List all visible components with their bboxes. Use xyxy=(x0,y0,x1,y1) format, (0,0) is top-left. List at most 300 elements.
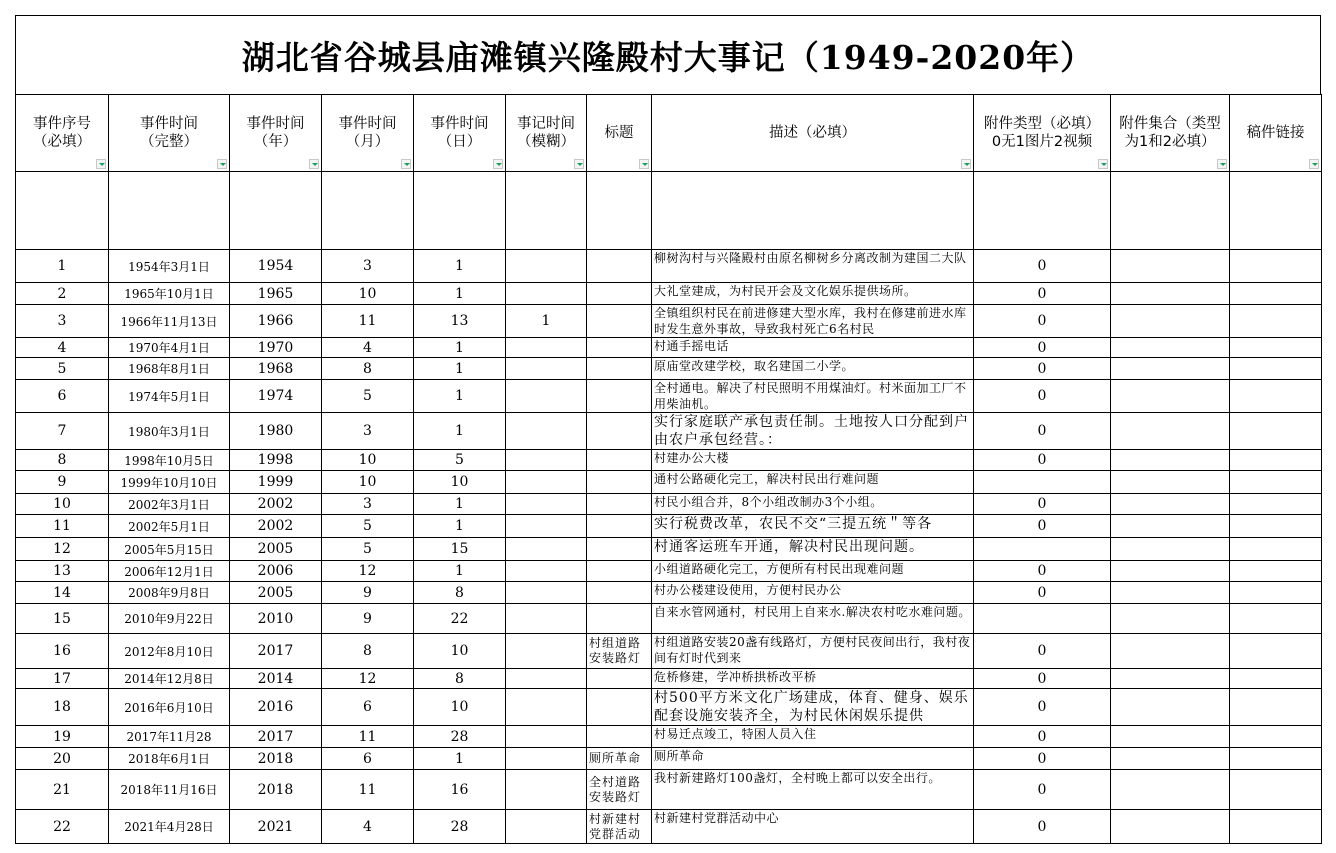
col-header-fuzzy xyxy=(506,95,587,172)
cell-event-title[interactable] xyxy=(587,358,652,380)
cell-event-no[interactable]: 3 xyxy=(16,305,109,338)
table-row xyxy=(16,669,1322,689)
cell-event-fuzzy[interactable] xyxy=(506,604,587,634)
cell-attachments[interactable] xyxy=(1111,450,1230,471)
cell-event-year[interactable]: 1954 xyxy=(230,250,322,283)
cell-event-day[interactable]: 1 xyxy=(414,494,506,515)
cell-event-fuzzy[interactable] xyxy=(506,450,587,471)
header-label: （日） xyxy=(437,134,482,150)
cell-event-title[interactable] xyxy=(587,413,652,450)
cell-event-fuzzy[interactable] xyxy=(506,810,587,844)
cell-event-desc[interactable]: 危桥修建，学冲桥拱桥改平桥 xyxy=(652,669,974,689)
cell-event-year[interactable]: 2005 xyxy=(230,582,322,604)
cell-attachments[interactable] xyxy=(1111,305,1230,338)
cell-attachment-type[interactable]: 0 xyxy=(974,450,1111,471)
filter-dropdown-icon[interactable] xyxy=(574,159,584,169)
header-label: （完整） xyxy=(140,134,198,150)
cell-event-day[interactable]: 13 xyxy=(414,305,506,338)
table-body xyxy=(16,172,1322,844)
cell-event-no[interactable]: 1 xyxy=(16,250,109,283)
cell-link[interactable] xyxy=(1230,450,1322,471)
cell-link[interactable] xyxy=(1230,538,1322,561)
cell-event-no[interactable]: 6 xyxy=(16,380,109,413)
cell-event-date[interactable]: 2002年3月1日 xyxy=(109,494,230,515)
filter-dropdown-icon[interactable] xyxy=(401,159,411,169)
cell-event-desc[interactable]: 小组道路硬化完工，方便所有村民出现难问题 xyxy=(652,561,974,582)
cell-event-date[interactable]: 1998年10月5日 xyxy=(109,450,230,471)
cell-attachment-type[interactable]: 0 xyxy=(974,305,1111,338)
cell-attachment-type[interactable]: 0 xyxy=(974,689,1111,726)
cell-event-day[interactable]: 28 xyxy=(414,726,506,748)
cell-event-fuzzy[interactable]: 1 xyxy=(506,305,587,338)
cell-event-month[interactable]: 10 xyxy=(322,450,414,471)
cell-link[interactable] xyxy=(1230,669,1322,689)
cell-event-date[interactable]: 1954年3月1日 xyxy=(109,250,230,283)
cell-event-year[interactable]: 2014 xyxy=(230,669,322,689)
cell-event-desc[interactable]: 村组道路安装20盏有线路灯，方便村民夜间出行，我村夜间有灯时代到来 xyxy=(652,634,974,669)
cell-event-day[interactable]: 1 xyxy=(414,515,506,538)
cell-attachments[interactable] xyxy=(1111,494,1230,515)
table-row xyxy=(16,494,1322,515)
cell-event-no[interactable]: 21 xyxy=(16,770,109,810)
cell-event-date[interactable]: 2014年12月8日 xyxy=(109,669,230,689)
cell-event-desc[interactable]: 村500平方米文化广场建成，体育、健身、娱乐配套设施安装齐全，为村民休闲娱乐提供 xyxy=(652,689,974,726)
cell-event-fuzzy[interactable] xyxy=(506,561,587,582)
cell-event-no[interactable]: 2 xyxy=(16,283,109,305)
cell-event-date[interactable]: 2018年11月16日 xyxy=(109,770,230,810)
filter-dropdown-icon[interactable] xyxy=(639,159,649,169)
cell-event-day[interactable]: 5 xyxy=(414,450,506,471)
table-row xyxy=(16,582,1322,604)
col-header-link xyxy=(1230,95,1322,172)
cell-event-desc[interactable]: 村通客运班车开通，解决村民出现问题。 xyxy=(652,538,974,561)
cell-event-title[interactable] xyxy=(587,669,652,689)
cell-event-month[interactable]: 11 xyxy=(322,770,414,810)
cell-event-fuzzy[interactable] xyxy=(506,515,587,538)
table-row xyxy=(16,770,1322,810)
cell-event-no[interactable]: 4 xyxy=(16,338,109,358)
cell-event-date[interactable]: 1974年5月1日 xyxy=(109,380,230,413)
cell-event-desc[interactable]: 通村公路硬化完工，解决村民出行难问题 xyxy=(652,471,974,494)
cell-attachment-type[interactable]: 0 xyxy=(974,413,1111,450)
table-row xyxy=(16,450,1322,471)
table-row xyxy=(16,515,1322,538)
cell-event-year[interactable]: 1966 xyxy=(230,305,322,338)
col-header-day xyxy=(414,95,506,172)
cell-attachments[interactable] xyxy=(1111,582,1230,604)
cell-link[interactable] xyxy=(1230,726,1322,748)
cell-event-title[interactable] xyxy=(587,305,652,338)
cell-event-no[interactable]: 16 xyxy=(16,634,109,669)
cell-event-title[interactable] xyxy=(587,604,652,634)
cell-attachment-type[interactable]: 0 xyxy=(974,634,1111,669)
cell-event-desc[interactable]: 村民小组合并，8个小组改制办3个小组。 xyxy=(652,494,974,515)
cell-event-date[interactable]: 1968年8月1日 xyxy=(109,358,230,380)
cell-event-year[interactable]: 1965 xyxy=(230,283,322,305)
cell-attachment-type[interactable]: 0 xyxy=(974,338,1111,358)
cell-event-title[interactable]: 全村道路安装路灯 xyxy=(587,770,652,810)
cell-attachments[interactable] xyxy=(1111,358,1230,380)
cell-event-year[interactable]: 1970 xyxy=(230,338,322,358)
cell-event-date[interactable]: 2008年9月8日 xyxy=(109,582,230,604)
cell-event-fuzzy[interactable] xyxy=(506,770,587,810)
cell-attachments[interactable] xyxy=(1111,250,1230,283)
cell-event-no[interactable]: 12 xyxy=(16,538,109,561)
cell-link[interactable] xyxy=(1230,338,1322,358)
cell-event-desc[interactable]: 大礼堂建成，为村民开会及文化娱乐提供场所。 xyxy=(652,283,974,305)
cell-event-year[interactable]: 2016 xyxy=(230,689,322,726)
cell-event-no[interactable]: 13 xyxy=(16,561,109,582)
cell-event-month[interactable]: 4 xyxy=(322,338,414,358)
cell-event-day[interactable]: 1 xyxy=(414,413,506,450)
table-row xyxy=(16,250,1322,283)
cell-event-fuzzy[interactable] xyxy=(506,283,587,305)
filter-dropdown-icon[interactable] xyxy=(309,159,319,169)
cell-attachments[interactable] xyxy=(1111,380,1230,413)
cell-event-desc[interactable]: 实行税费改革，农民不交“三提五统＂等各 xyxy=(652,515,974,538)
cell-event-year[interactable]: 2021 xyxy=(230,810,322,844)
cell-event-date[interactable]: 2005年5月15日 xyxy=(109,538,230,561)
sheet-title: 湖北省谷城县庙滩镇兴隆殿村大事记（1949-2020年） xyxy=(15,15,1321,94)
cell-event-day[interactable]: 1 xyxy=(414,338,506,358)
table-row xyxy=(16,726,1322,748)
cell-event-day[interactable]: 16 xyxy=(414,770,506,810)
col-header-desc xyxy=(652,95,974,172)
cell-event-month[interactable]: 11 xyxy=(322,726,414,748)
cell-attachment-type[interactable]: 0 xyxy=(974,561,1111,582)
events-table xyxy=(15,94,1322,844)
header-label: （月） xyxy=(345,134,390,150)
cell-event-date[interactable]: 2010年9月22日 xyxy=(109,604,230,634)
cell-event-title[interactable] xyxy=(587,338,652,358)
col-header-date xyxy=(109,95,230,172)
cell-event-title[interactable] xyxy=(587,450,652,471)
cell-event-date[interactable]: 2006年12月1日 xyxy=(109,561,230,582)
cell-event-date[interactable]: 2012年8月10日 xyxy=(109,634,230,669)
cell-event-year[interactable]: 1980 xyxy=(230,413,322,450)
cell-link[interactable] xyxy=(1230,494,1322,515)
cell-attachments[interactable] xyxy=(1111,561,1230,582)
cell-attachments[interactable] xyxy=(1111,669,1230,689)
col-header-attachment-type xyxy=(974,95,1111,172)
cell-event-day[interactable]: 1 xyxy=(414,380,506,413)
cell-event-month[interactable]: 4 xyxy=(322,810,414,844)
cell-link[interactable] xyxy=(1230,604,1322,634)
cell-event-day[interactable]: 22 xyxy=(414,604,506,634)
cell-event-month[interactable]: 3 xyxy=(322,250,414,283)
cell-attachments[interactable] xyxy=(1111,515,1230,538)
table-row xyxy=(16,305,1322,338)
cell-event-year[interactable]: 2002 xyxy=(230,515,322,538)
cell-link[interactable] xyxy=(1230,515,1322,538)
cell-event-desc[interactable]: 村新建村党群活动中心 xyxy=(652,810,974,844)
cell-event-title[interactable] xyxy=(587,538,652,561)
cell-attachment-type[interactable]: 0 xyxy=(974,770,1111,810)
cell-attachments[interactable] xyxy=(1111,726,1230,748)
cell-event-desc[interactable]: 我村新建路灯100盏灯，全村晚上都可以安全出行。 xyxy=(652,770,974,810)
cell-event-month[interactable]: 11 xyxy=(322,305,414,338)
cell-attachment-type[interactable]: 0 xyxy=(974,748,1111,770)
cell-event-fuzzy[interactable] xyxy=(506,494,587,515)
cell-attachment-type[interactable]: 0 xyxy=(974,669,1111,689)
table-row xyxy=(16,538,1322,561)
cell-attachments[interactable] xyxy=(1111,689,1230,726)
cell-event-month[interactable]: 12 xyxy=(322,669,414,689)
cell-attachment-type[interactable]: 0 xyxy=(974,358,1111,380)
cell-event-title[interactable] xyxy=(587,494,652,515)
cell-attachment-type[interactable]: 0 xyxy=(974,726,1111,748)
cell-link[interactable] xyxy=(1230,689,1322,726)
cell-event-no[interactable]: 10 xyxy=(16,494,109,515)
cell-event-date[interactable]: 2016年6月10日 xyxy=(109,689,230,726)
cell-event-no[interactable]: 18 xyxy=(16,689,109,726)
cell-event-no[interactable]: 5 xyxy=(16,358,109,380)
cell-event-title[interactable] xyxy=(587,250,652,283)
table-row xyxy=(16,338,1322,358)
col-header-no xyxy=(16,95,109,172)
cell-attachment-type[interactable]: 0 xyxy=(974,283,1111,305)
cell-attachments[interactable] xyxy=(1111,413,1230,450)
cell-event-desc[interactable]: 柳树沟村与兴隆殿村由原名柳树乡分离改制为建国二大队 xyxy=(652,250,974,283)
cell-event-month[interactable]: 5 xyxy=(322,538,414,561)
cell-attachment-type[interactable]: 0 xyxy=(974,494,1111,515)
cell-event-month[interactable]: 9 xyxy=(322,604,414,634)
cell-event-title[interactable]: 村组道路安装路灯 xyxy=(587,634,652,669)
cell-event-no[interactable]: 14 xyxy=(16,582,109,604)
header-label: 0无1图片2视频 xyxy=(991,134,1093,150)
cell-event-date[interactable]: 2018年6月1日 xyxy=(109,748,230,770)
cell-event-day[interactable]: 8 xyxy=(414,582,506,604)
cell-attachments[interactable] xyxy=(1111,770,1230,810)
cell-event-date[interactable]: 1965年10月1日 xyxy=(109,283,230,305)
filter-dropdown-icon[interactable] xyxy=(217,159,227,169)
cell-event-date[interactable]: 2021年4月28日 xyxy=(109,810,230,844)
cell-attachment-type[interactable] xyxy=(974,538,1111,561)
cell-event-fuzzy[interactable] xyxy=(506,380,587,413)
cell-attachments[interactable] xyxy=(1111,471,1230,494)
cell-event-desc[interactable]: 全村通电。解决了村民照明不用煤油灯。村米面加工厂不用柴油机。 xyxy=(652,380,974,413)
cell-attachments[interactable] xyxy=(1111,283,1230,305)
cell-event-desc[interactable]: 村建办公大楼 xyxy=(652,450,974,471)
cell-event-year[interactable]: 2005 xyxy=(230,538,322,561)
cell-link[interactable] xyxy=(1230,471,1322,494)
cell-event-month[interactable]: 5 xyxy=(322,515,414,538)
cell-event-date[interactable]: 1980年3月1日 xyxy=(109,413,230,450)
header-label: 事件时间 xyxy=(140,116,198,132)
cell-event-fuzzy[interactable] xyxy=(506,669,587,689)
cell-event-fuzzy[interactable] xyxy=(506,413,587,450)
filter-dropdown-icon[interactable] xyxy=(961,159,971,169)
cell-attachments[interactable] xyxy=(1111,604,1230,634)
header-label: （必填） xyxy=(33,134,91,150)
cell-link[interactable] xyxy=(1230,582,1322,604)
cell-event-day[interactable]: 10 xyxy=(414,634,506,669)
cell-event-date[interactable]: 1999年10月10日 xyxy=(109,471,230,494)
cell-event-year[interactable]: 2017 xyxy=(230,726,322,748)
cell-event-desc[interactable]: 村易迁点竣工，特困人员入住 xyxy=(652,726,974,748)
cell-event-no[interactable]: 8 xyxy=(16,450,109,471)
table-row xyxy=(16,748,1322,770)
header-label: 描述（必填） xyxy=(769,125,856,141)
cell-link[interactable] xyxy=(1230,358,1322,380)
cell-event-month[interactable]: 3 xyxy=(322,413,414,450)
cell-event-month[interactable]: 8 xyxy=(322,358,414,380)
header-label: 稿件链接 xyxy=(1246,125,1305,141)
cell-event-day[interactable]: 28 xyxy=(414,810,506,844)
cell-event-no[interactable]: 19 xyxy=(16,726,109,748)
cell-event-date[interactable]: 2002年5月1日 xyxy=(109,515,230,538)
cell-event-year[interactable]: 2002 xyxy=(230,494,322,515)
cell-event-month[interactable]: 10 xyxy=(322,283,414,305)
cell-event-fuzzy[interactable] xyxy=(506,538,587,561)
cell-event-title[interactable] xyxy=(587,380,652,413)
cell-event-fuzzy[interactable] xyxy=(506,338,587,358)
cell-event-month[interactable]: 6 xyxy=(322,689,414,726)
cell-link[interactable] xyxy=(1230,770,1322,810)
cell-event-no[interactable]: 7 xyxy=(16,413,109,450)
filter-dropdown-icon[interactable] xyxy=(1217,159,1227,169)
cell-attachments[interactable] xyxy=(1111,748,1230,770)
cell-event-day[interactable]: 10 xyxy=(414,471,506,494)
cell-event-no[interactable]: 20 xyxy=(16,748,109,770)
cell-event-day[interactable]: 1 xyxy=(414,283,506,305)
table-row xyxy=(16,810,1322,844)
cell-attachments[interactable] xyxy=(1111,538,1230,561)
cell-event-fuzzy[interactable] xyxy=(506,634,587,669)
header-row xyxy=(16,95,1322,172)
cell-event-no[interactable]: 15 xyxy=(16,604,109,634)
cell-event-no[interactable]: 11 xyxy=(16,515,109,538)
cell-event-month[interactable]: 9 xyxy=(322,582,414,604)
cell-event-month[interactable]: 6 xyxy=(322,748,414,770)
table-row xyxy=(16,689,1322,726)
filter-dropdown-icon[interactable] xyxy=(493,159,503,169)
cell-event-year[interactable]: 2018 xyxy=(230,748,322,770)
cell-event-fuzzy[interactable] xyxy=(506,748,587,770)
cell-event-title[interactable] xyxy=(587,471,652,494)
cell-event-fuzzy[interactable] xyxy=(506,726,587,748)
filter-dropdown-icon[interactable] xyxy=(1098,159,1108,169)
cell-event-year[interactable]: 1998 xyxy=(230,450,322,471)
cell-event-day[interactable]: 1 xyxy=(414,250,506,283)
cell-event-day[interactable]: 15 xyxy=(414,538,506,561)
cell-event-title[interactable] xyxy=(587,515,652,538)
col-header-year xyxy=(230,95,322,172)
cell-event-no[interactable]: 9 xyxy=(16,471,109,494)
cell-link[interactable] xyxy=(1230,413,1322,450)
cell-event-day[interactable]: 1 xyxy=(414,561,506,582)
header-label: 为1和2必填） xyxy=(1124,134,1216,150)
cell-event-year[interactable]: 2017 xyxy=(230,634,322,669)
header-label: （年） xyxy=(253,134,298,150)
cell-event-desc[interactable]: 原庙堂改建学校，取名建国二小学。 xyxy=(652,358,974,380)
cell-event-year[interactable]: 2018 xyxy=(230,770,322,810)
cell-event-desc[interactable]: 自来水管网通村，村民用上自来水.解决农村吃水难问题。 xyxy=(652,604,974,634)
cell-event-title[interactable]: 厕所革命 xyxy=(587,748,652,770)
filter-dropdown-icon[interactable] xyxy=(1309,159,1319,169)
cell-event-date[interactable]: 1966年11月13日 xyxy=(109,305,230,338)
cell-event-title[interactable] xyxy=(587,689,652,726)
header-label: 附件类型（必填） xyxy=(984,116,1100,132)
cell-attachment-type[interactable]: 0 xyxy=(974,380,1111,413)
cell-event-month[interactable]: 3 xyxy=(322,494,414,515)
header-label: （模糊） xyxy=(517,134,575,150)
cell-event-desc[interactable]: 实行家庭联产承包责任制。土地按人口分配到户由农户承包经营。： xyxy=(652,413,974,450)
cell-link[interactable] xyxy=(1230,283,1322,305)
cell-event-month[interactable]: 12 xyxy=(322,561,414,582)
cell-attachment-type[interactable] xyxy=(974,471,1111,494)
cell-event-month[interactable]: 5 xyxy=(322,380,414,413)
cell-event-date[interactable]: 1970年4月1日 xyxy=(109,338,230,358)
cell-attachment-type[interactable]: 0 xyxy=(974,810,1111,844)
table-row xyxy=(16,634,1322,669)
cell-event-month[interactable]: 8 xyxy=(322,634,414,669)
header-label: 事件时间 xyxy=(338,116,397,132)
cell-event-day[interactable]: 8 xyxy=(414,669,506,689)
cell-event-day[interactable]: 1 xyxy=(414,748,506,770)
cell-event-year[interactable]: 2006 xyxy=(230,561,322,582)
cell-event-year[interactable]: 1968 xyxy=(230,358,322,380)
table-row xyxy=(16,561,1322,582)
table-row xyxy=(16,380,1322,413)
cell-event-title[interactable] xyxy=(587,726,652,748)
cell-link[interactable] xyxy=(1230,305,1322,338)
cell-event-fuzzy[interactable] xyxy=(506,471,587,494)
cell-link[interactable] xyxy=(1230,380,1322,413)
cell-attachment-type[interactable] xyxy=(974,604,1111,634)
cell-event-month[interactable]: 10 xyxy=(322,471,414,494)
cell-event-year[interactable]: 2010 xyxy=(230,604,322,634)
cell-event-year[interactable]: 1999 xyxy=(230,471,322,494)
header-label: 附件集合（类型 xyxy=(1119,116,1221,132)
cell-link[interactable] xyxy=(1230,634,1322,669)
cell-link[interactable] xyxy=(1230,748,1322,770)
cell-event-no[interactable]: 17 xyxy=(16,669,109,689)
header-label: 事记时间 xyxy=(517,116,575,132)
cell-event-desc[interactable]: 厕所革命 xyxy=(652,748,974,770)
filter-dropdown-icon[interactable] xyxy=(96,159,106,169)
table-row xyxy=(16,413,1322,450)
cell-event-fuzzy[interactable] xyxy=(506,582,587,604)
cell-attachments[interactable] xyxy=(1111,810,1230,844)
cell-link[interactable] xyxy=(1230,561,1322,582)
cell-attachment-type[interactable]: 0 xyxy=(974,582,1111,604)
cell-attachment-type[interactable]: 0 xyxy=(974,515,1111,538)
cell-event-title[interactable]: 村新建村党群活动 xyxy=(587,810,652,844)
cell-event-title[interactable] xyxy=(587,283,652,305)
table-row xyxy=(16,604,1322,634)
cell-event-desc[interactable]: 全镇组织村民在前进修建大型水库，我村在修建前进水库时发生意外事故，导致我村死亡6名村民 xyxy=(652,305,974,338)
cell-event-desc[interactable]: 村通手摇电话 xyxy=(652,338,974,358)
cell-event-year[interactable]: 1974 xyxy=(230,380,322,413)
cell-attachments[interactable] xyxy=(1111,634,1230,669)
cell-event-fuzzy[interactable] xyxy=(506,689,587,726)
cell-link[interactable] xyxy=(1230,250,1322,283)
cell-event-fuzzy[interactable] xyxy=(506,250,587,283)
col-header-attachments xyxy=(1111,95,1230,172)
cell-event-date[interactable]: 2017年11月28 xyxy=(109,726,230,748)
cell-event-day[interactable]: 10 xyxy=(414,689,506,726)
cell-event-desc[interactable]: 村办公楼建设使用，方便村民办公 xyxy=(652,582,974,604)
cell-attachments[interactable] xyxy=(1111,338,1230,358)
cell-attachment-type[interactable]: 0 xyxy=(974,250,1111,283)
cell-event-no[interactable]: 22 xyxy=(16,810,109,844)
cell-event-fuzzy[interactable] xyxy=(506,358,587,380)
cell-event-day[interactable]: 1 xyxy=(414,358,506,380)
cell-event-title[interactable] xyxy=(587,582,652,604)
cell-link[interactable] xyxy=(1230,810,1322,844)
cell-event-title[interactable] xyxy=(587,561,652,582)
